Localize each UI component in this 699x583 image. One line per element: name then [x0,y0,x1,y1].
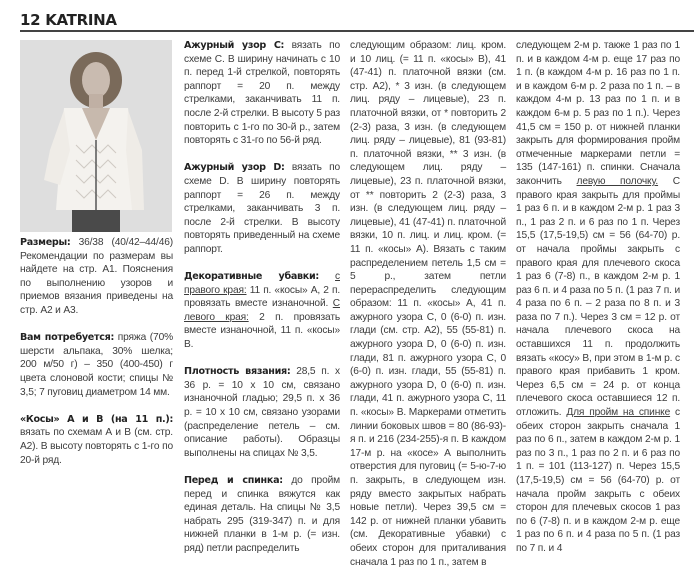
back-armholes-label: Для пройм на спинке [566,407,671,419]
decreases-section [184,270,340,352]
sizes-label: Размеры: [20,237,71,248]
body-section [184,474,340,556]
materials-text: пряжа (70% шерсти альпака, 30% шелка; 200 м/50 г) – 350 (400-450) г цвета слоновой кости; спицы № 3,5; 7 пуговиц диаметром 14 мм. [20,332,173,398]
sizes-section [20,236,173,318]
decreases-text-2: 2 п. провязать вместе изнаночной, 11 п. «косы» В. [184,311,340,351]
body-text: до пройм перед и спинка вяжутся как единая деталь. На спицы № 3,5 набрать 295 (319-347) п. и для нижней планки в 1-м р. (= изн. ряд) петли распределить [184,475,340,554]
decreases-label: Декоративные убавки: [184,271,319,283]
lace-c-section [184,39,340,148]
page-title-bar [20,10,694,32]
lace-d-label: Ажурный узор D: [184,162,285,174]
lace-d-section [184,161,340,256]
column-4 [516,39,680,569]
column-2 [184,39,340,569]
fronts-text [516,39,680,556]
gauge-text: 28,5 п. х 36 р. = 10 х 10 см, связано изнаночной гладью; 29,5 п. х 36 р. = 10 х 10 см, связано узорами (распределение петель – см. описание работы). Образцы выполнены на спицах № 3,5. [184,366,341,459]
cables-label: «Косы» А и В (на 11 п.): [20,413,173,425]
gauge-label: Плотность вязания: [184,366,291,378]
model-photo [20,40,172,232]
fronts-text-3: с обеих сторон закрыть сначала 1 раз по 6 п., затем в каждом 2-м р. 1 раз по 3 п., 1 раз по 2 п. и 6 раз по 1 п. = 101 (113-127) п. Через 15,5 (17,5-19,5) см = 56 (64-70) р. от начала пройм закрыть с обеих сторон для плечевых скосов 1 раз по 6 (7-8) п. и в каждом 2-м р. еще 1 раз по 6 п. и 4 раза по 5 п. (1 раз по 7 п. и 4 [516,407,680,554]
model-in-cardigan-image [20,40,172,232]
lace-c-text: вязать по схеме C. В ширину начинать с 10 п. перед 1-й стрелкой, повторять раппорт = 20 п. между стрелками, заканчивать 11 п. после 2-й стрелки. В высоту 5 раз повторить с 1-го по 30-й р., затем повторять с 31-го по 56-й ряд. [184,40,340,147]
column-1 [20,236,173,481]
lace-d-text: вязать по схеме D. В ширину повторять раппорт = 26 п. между стрелками, заканчивать 3 п. после 2-й стрелки. В высоту повторять приведенный на схеме раппорт. [184,162,340,255]
gauge-section [184,365,340,460]
sizes-value: 36/38 (40/42–44/46) [78,237,173,248]
fronts-text-1: следующем 2-м р. также 1 раз по 1 п. и в каждом 4-м р. еще 17 раз по 1 п. (в каждом 4-м р. 16 раз по 1 п. и в каждом 6-м р. 2 раза по 1 п. – в каждом 4-м р. 13 раз по 1 п. и в каждом 6-м р. 5 раз по 1 п.). Через 41,5 см = 150 р. от нижней планки закрыть для формирования пройм отмеченные маркерами петли = 135 (147-161) п. спинки. Сначала закончить [516,40,680,187]
materials-label: Вам потребуется: [20,332,115,344]
cables-text: вязать по схемам А и В (см. стр. А2). В высоту повторять с 1-го по 20-й ряд. [20,427,173,466]
decreases-text-1: 11 п. «косы» А, 2 п. провязать вместе изнаночной. [184,284,340,310]
fronts-text-2: С правого края закрыть для проймы 1 раз 6 п. и в каждом 2-м р. 1 раз 3 п., 1 раз 2 п. и 6 раз по 1 п. Через 15,5 (17,5-19,5) см = 56 (64-70) р. от начала проймы закрыть с правого края для плечевого скоса 1 раз 6 (7-8) п., в каждом 2-м р. 1 раз 6 п. и 4 раза по 5 п. (1 раз 7 п. и 4 раза по 6 п. – 2 раза по 8 п. и 3 раза по 7 п.). Через 3 см = 12 р. от начала плечевого скоса на оставшихся 11 п. продолжить вязать «косу» В, при этом в 1-м р. с правого края прибавить 1 кром. Через 6,5 см = 24 р. от конца плечевого скоса оставшиеся 12 п. отложить. [516,175,680,419]
right-edge-label: с правого края: [184,271,340,296]
lace-c-label: Ажурный узор C: [184,40,285,51]
sizes-text: Рекомендации по размерам вы найдете на стр. А1. Пояснения по выполнению узоров и приемов вязания приведены на стр. А2 и А3. [20,250,173,316]
materials-section [20,331,173,399]
left-edge-label: С левого края: [184,298,340,323]
left-front-label: левую полочку. [576,175,659,187]
body-label: Перед и спинка: [184,475,283,486]
pattern-title: 12 KATRINA [20,11,117,29]
column-3 [350,39,506,583]
body-continued-text: следующим образом: лиц. кром. и 10 лиц. (= 11 п. «косы» В), 41 (47-41) п. платочной вязки (см. стр. А2), * 3 изн. (в следующем лиц. ряду – лицевые), 23 п. платочной вязки, от * повторить 2 (2-3) раза, 3 изн. (в следующем лиц. ряду – лицевые), 81 (93-81) п. платочной вязки, ** 3 изн. (в следующем лиц. ряду – лицевые), 23 п. платочной вязки, от ** повторить 2 (2-3) раза, 3 изн. (в следующем лиц. ряду – лицевые), 41 (47-41) п. платочной вязки, 10 п. лиц. и лиц. кром. (= 11 п. «косы» А). Вязать с таким распределением петель 1,5 см = 5 р., затем петли перераспределить следующим образом: 11 п. «косы» А, 41 п. ажурного узора C, 0 (6-0) п. изн. глади (см. стр. А2), 55 (55-81) п. ажурного узора D, 0 (6-0) п. изн. глади, 81 п. ажурного узора C, 0 (6-0) п. изн. глади, 55 (55-81) п. ажурного узора D, 0 (6-0) п. изн. глади, 41 п. ажурного узора C, 11 п. «косы» В. Маркерами отметить линии боковых швов = 80 (86-93)-я п. и 216 (234-255)-я п. В каждом 17-м р. на «косе» А выполнить отверстия для пуговиц (= 5-ю-7-ю п. закрыть, в следующем изн. ряду вместо закрытых набрать новые петли). Через 39,5 см = 142 р. от нижней планки убавить (см. Декоративные убавки) с обеих сторон для приталивания сначала 1 раз по 1 п., затем в [350,40,506,568]
